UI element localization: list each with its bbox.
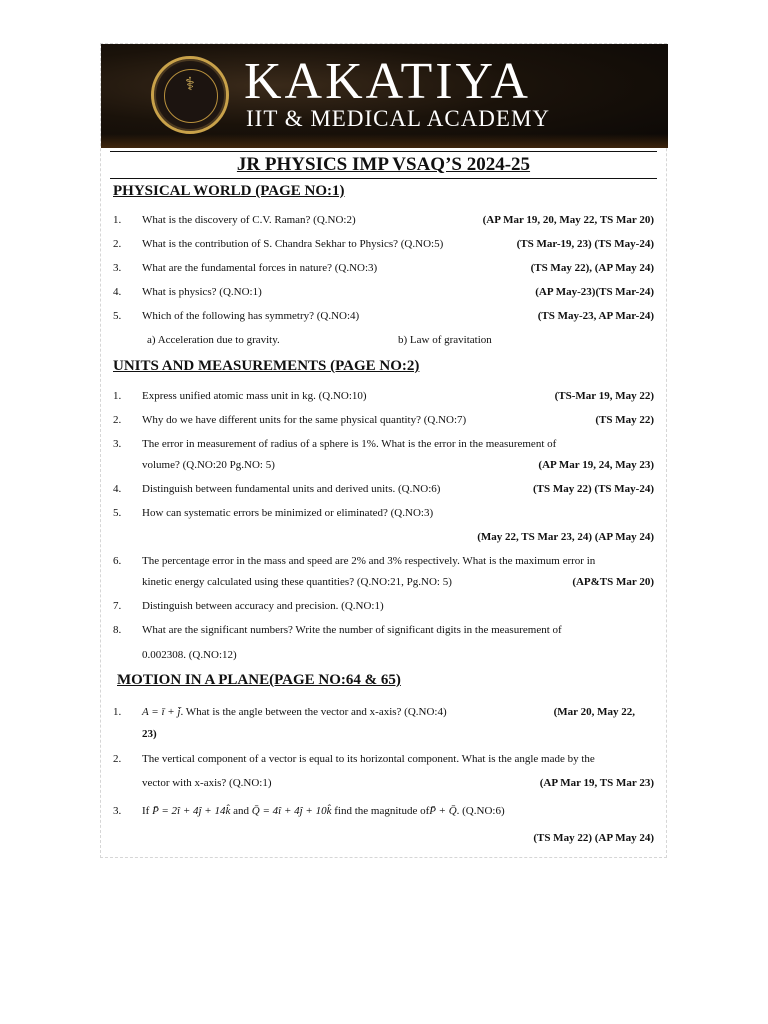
question-number: 4. (113, 483, 122, 495)
question-text: What are the significant numbers? Write the number of significant digits in the measurement of (142, 624, 562, 636)
answer-option: a) Acceleration due to gravity. (147, 334, 280, 346)
title-rule-top (110, 151, 657, 152)
question-text-continued: vector with x-axis? (Q.NO:1) (142, 777, 272, 789)
question-number: 3. (113, 262, 122, 274)
answer-option: b) Law of gravitation (398, 334, 492, 346)
question-number: 1. (113, 390, 122, 402)
question-number: 2. (113, 753, 122, 765)
title-rule-bottom (110, 178, 657, 179)
question-text: Distinguish between fundamental units and derived units. (Q.NO:6) (142, 483, 441, 495)
section-heading: UNITS AND MEASUREMENTS (PAGE NO:2) (113, 358, 420, 374)
question-body: find the magnitude of (334, 805, 430, 817)
exam-reference: (TS Mar-19, 23) (TS May-24) (516, 238, 654, 250)
question-text: Why do we have different units for the same physical quantity? (Q.NO:7) (142, 414, 467, 426)
question-text-continued: volume? (Q.NO:20 Pg.NO: 5) (142, 459, 275, 471)
exam-reference: (TS May-23, AP Mar-24) (537, 310, 654, 322)
exam-reference: (AP Mar 19, TS Mar 23) (539, 777, 654, 789)
question-text-continued: kinetic energy calculated using these quantities? (Q.NO:21, Pg.NO: 5) (142, 576, 452, 588)
question-text: The error in measurement of radius of a sphere is 1%. What is the error in the measurement of (142, 438, 557, 450)
question-text: Express unified atomic mass unit in kg. (Q.NO:10) (142, 390, 367, 402)
exam-reference: (TS May 22) (595, 414, 654, 426)
question-text: Distinguish between accuracy and precision. (Q.NO:1) (142, 600, 384, 612)
vector-sum-formula: P̄ + Q̄ (429, 805, 457, 817)
question-number: 6. (113, 555, 122, 567)
question-number: 5. (113, 507, 122, 519)
question-number: 2. (113, 414, 122, 426)
brand-subtitle: IIT & MEDICAL ACADEMY (246, 106, 551, 131)
exam-reference: (AP Mar 19, 24, May 23) (538, 459, 654, 471)
exam-reference: (AP Mar 19, 20, May 22, TS Mar 20) (482, 214, 654, 226)
exam-reference: (Mar 20, May 22, (553, 706, 635, 718)
header-banner (101, 44, 668, 148)
question-number: 3. (113, 438, 122, 450)
question-text (142, 805, 505, 817)
brand-name: KAKATIYA (244, 53, 531, 110)
question-body: . What is the angle between the vector and x-axis? (Q.NO:4) (180, 706, 447, 718)
question-text (142, 706, 447, 718)
emblem-icon: ⚕ (185, 74, 195, 95)
question-number: 7. (113, 600, 122, 612)
question-number: 4. (113, 286, 122, 298)
vector-p-formula: P̄ = 2î + 4ĵ + 14k̂ (152, 805, 231, 817)
document-title: JR PHYSICS IMP VSAQ’S 2024-25 (236, 154, 531, 175)
question-text: How can systematic errors be minimized or eliminated? (Q.NO:3) (142, 507, 434, 519)
question-lead: If (142, 805, 150, 817)
document-page (100, 43, 667, 858)
exam-reference: (TS-Mar 19, May 22) (554, 390, 654, 402)
vector-formula: A = ī + j̄ (142, 706, 181, 718)
question-number: 3. (113, 805, 122, 817)
question-number: 5. (113, 310, 122, 322)
question-connector: and (233, 805, 250, 817)
academy-logo (151, 56, 229, 134)
question-text: The vertical component of a vector is equal to its horizontal component. What is the angle made by the (142, 753, 595, 765)
question-text: What is the contribution of S. Chandra Sekhar to Physics? (Q.NO:5) (142, 238, 444, 250)
question-text-continued: 0.002308. (Q.NO:12) (142, 649, 237, 661)
vector-q-formula: Q̄ = 4î + 4ĵ + 10k̂ (251, 805, 332, 817)
question-text: Which of the following has symmetry? (Q.NO:4) (142, 310, 360, 322)
question-text: What are the fundamental forces in nature? (Q.NO:3) (142, 262, 378, 274)
question-text: What is physics? (Q.NO:1) (142, 286, 262, 298)
exam-reference-continued: 23) (142, 728, 157, 740)
exam-reference: (TS May 22) (AP May 24) (533, 832, 654, 844)
question-number: 1. (113, 706, 122, 718)
section-heading: PHYSICAL WORLD (PAGE NO:1) (113, 183, 345, 199)
exam-reference: (TS May 22), (AP May 24) (530, 262, 654, 274)
exam-reference: (AP May-23)(TS Mar-24) (535, 286, 654, 298)
exam-reference: (AP&TS Mar 20) (572, 576, 654, 588)
section-heading: MOTION IN A PLANE(PAGE NO:64 & 65) (117, 672, 401, 688)
exam-reference: (May 22, TS Mar 23, 24) (AP May 24) (477, 531, 654, 543)
question-number: 8. (113, 624, 122, 636)
question-tail: . (Q.NO:6) (456, 805, 505, 817)
exam-reference: (TS May 22) (TS May-24) (533, 483, 654, 495)
question-text: What is the discovery of C.V. Raman? (Q.NO:2) (142, 214, 356, 226)
question-number: 2. (113, 238, 122, 250)
question-text: The percentage error in the mass and speed are 2% and 3% respectively. What is the maximum error in (142, 555, 596, 567)
question-number: 1. (113, 214, 122, 226)
